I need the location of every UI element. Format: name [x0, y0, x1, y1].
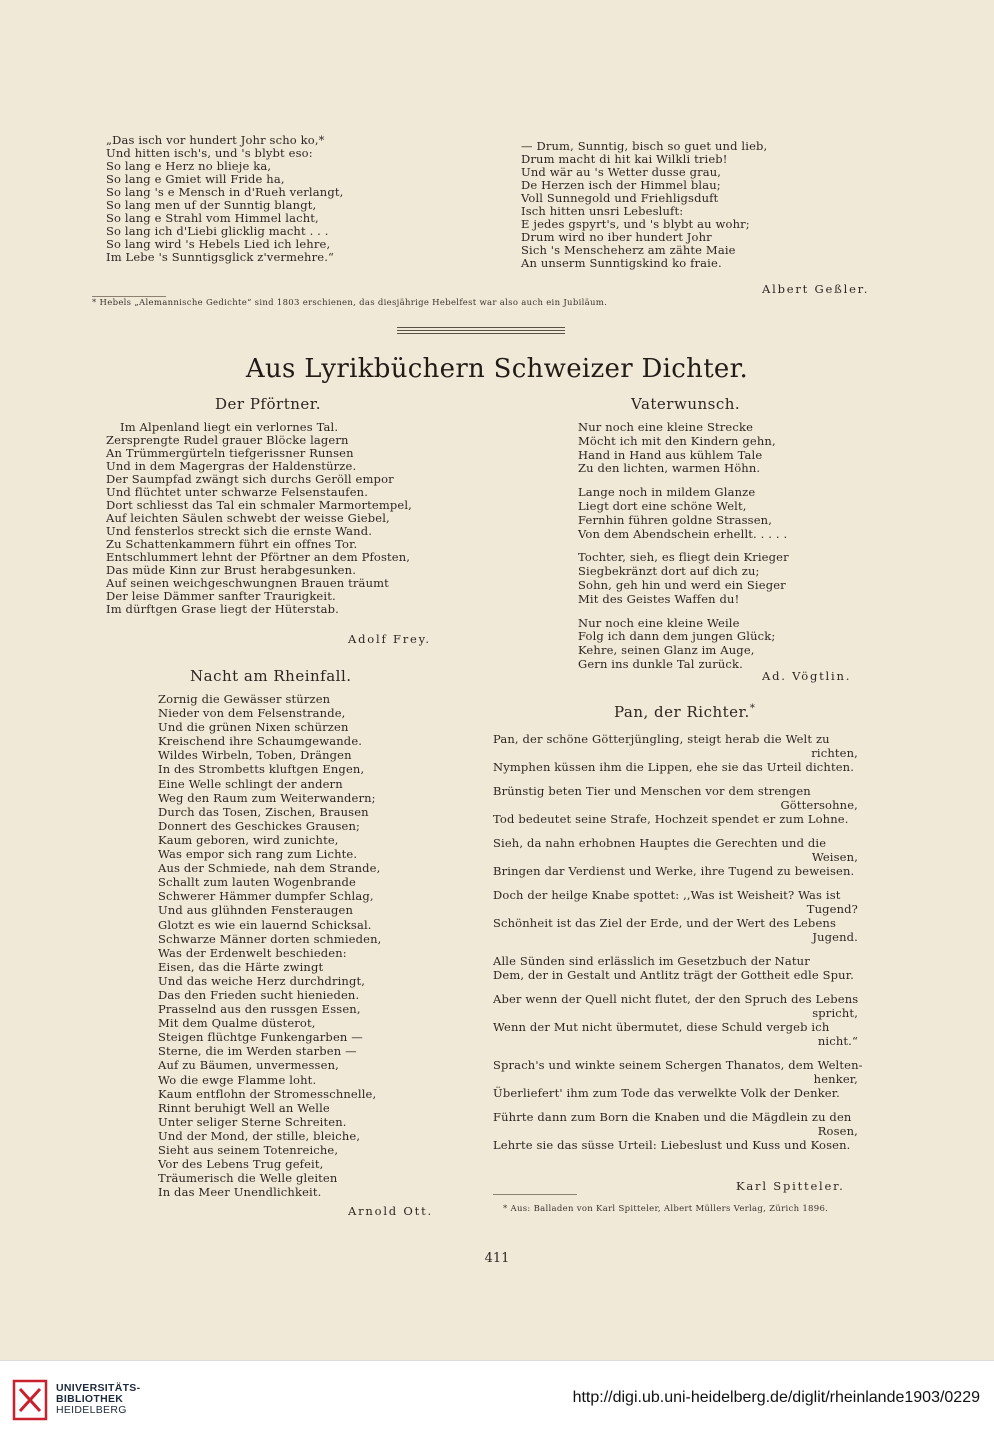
vaterwunsch-line: Hand in Hand aus kühlem Tale [578, 447, 763, 462]
pan-title-mark: * [749, 703, 756, 714]
rheinfall-line: Und das weiche Herz durchdringt, [158, 973, 366, 988]
vaterwunsch-line: Folg ich dann dem jungen Glück; [578, 629, 776, 644]
top-right-line: Isch hitten unsri Lebesluft: [521, 204, 684, 218]
pfoertner-line: Der Saumpfad zwängt sich durchs Geröll empor [106, 472, 394, 486]
top-poem-left [106, 134, 343, 264]
pfoertner-line: Dort schliesst das Tal ein schmaler Marmortempel, [106, 498, 412, 512]
top-left-line: So lang wird 's Hebels Lied ich lehre, [106, 237, 331, 251]
rheinfall-line: Träumerisch die Welle gleiten [158, 1171, 338, 1186]
pfoertner-poem [106, 421, 412, 616]
rheinfall-line: Weg den Raum zum Weiterwandern; [158, 790, 376, 805]
pan-line: Aber wenn der Quell nicht flutet, der den Spruch des Lebens [493, 992, 859, 1006]
pan-line: Tod bedeutet seine Strafe, Hochzeit spendet er zum Lohne. [493, 812, 849, 826]
rheinfall-line: Das den Frieden sucht hienieden. [158, 987, 360, 1002]
library-name [56, 1383, 140, 1416]
pan-line: Wenn der Mut nicht übermutet, diese Schuld vergeb ich [493, 1020, 830, 1034]
rheinfall-poem [158, 692, 381, 1199]
pfoertner-line: Zersprengte Rudel grauer Blöcke lagern [106, 433, 349, 447]
pan-line: Doch der heilge Knabe spottet: ,,Was ist Weisheit? Was ist [493, 888, 841, 902]
top-right-line: E jedes gspyrt's, und 's blybt au wohr; [521, 217, 750, 231]
vaterwunsch-line: Möcht ich mit den Kindern gehn, [578, 433, 776, 448]
pan-line-continuation: Jugend. [812, 930, 858, 944]
top-left-line: So lang men uf der Sunntig blangt, [106, 198, 317, 212]
pfoertner-line: An Trümmergürteln tiefgerissner Runsen [106, 446, 354, 460]
pfoertner-line: Zu Schattenkammern führt ein offnes Tor. [106, 537, 358, 551]
library-logo-icon [12, 1379, 48, 1421]
pan-line: Lehrte sie das süsse Urteil: Liebeslust und Kuss und Kosen. [493, 1138, 851, 1152]
rheinfall-line: Donnert des Geschickes Grausen; [158, 818, 361, 833]
pan-footnote: * Aus: Balladen von Karl Spitteler, Albert Müllers Verlag, Zürich 1896. [503, 1204, 829, 1214]
pan-line: Pan, der schöne Götterjüngling, steigt herab die Welt zu [493, 732, 830, 746]
rheinfall-line: Durch das Tosen, Zischen, Brausen [158, 804, 369, 819]
top-left-line: „Das isch vor hundert Johr scho ko,* [106, 133, 325, 147]
rheinfall-line: Kaum geboren, wird zunichte, [158, 832, 339, 847]
footer-bar [0, 1360, 994, 1437]
pan-title-text: Pan, der Richter. [614, 703, 750, 721]
rheinfall-line: Mit dem Qualme düsterot, [158, 1016, 316, 1031]
top-left-line: So lang e Strahl vom Himmel lacht, [106, 211, 319, 225]
rheinfall-line: Unter seliger Sterne Schreiten. [158, 1114, 347, 1129]
top-left-line: So lang 's e Mensch in d'Rueh verlangt, [106, 185, 344, 199]
library-line3: HEIDELBERG [56, 1404, 127, 1416]
vaterwunsch-line: Nur noch eine kleine Weile [578, 615, 740, 630]
pan-poem [493, 732, 874, 1152]
pfoertner-line: Und fensterlos streckt sich die ernste Wand. [106, 524, 373, 538]
vaterwunsch-line: Kehre, seinen Glanz im Auge, [578, 643, 755, 658]
top-poem-right [521, 140, 767, 270]
rheinfall-title: Nacht am Rheinfall. [190, 667, 352, 685]
rheinfall-line: In das Meer Unendlichkeit. [158, 1185, 322, 1200]
rheinfall-line: Kreischend ihre Schaumgewande. [158, 734, 363, 749]
top-left-line: Und hitten isch's, und 's blybt eso: [106, 146, 313, 160]
pfoertner-line: Und in dem Magergras der Haldenstürze. [106, 459, 357, 473]
rheinfall-line: Eine Welle schlingt der andern [158, 776, 343, 791]
pan-line: Schönheit ist das Ziel der Erde, und der Wert des Lebens [493, 916, 837, 930]
pan-line-continuation: Rosen, [817, 1124, 858, 1138]
pfoertner-title: Der Pförtner. [215, 395, 322, 413]
rheinfall-line: Sieht aus seinem Totenreiche, [158, 1143, 339, 1157]
pfoertner-line: Der leise Dämmer sanfter Traurigkeit. [106, 589, 336, 603]
pan-line: Sieh, da nahn erhobnen Hauptes die Gerechten und die [493, 836, 827, 850]
pan-footnote-rule [493, 1194, 577, 1195]
top-left-line: So lang e Gmiet will Fride ha, [106, 172, 285, 186]
rheinfall-line: Sterne, die im Werden starben — [158, 1044, 357, 1059]
rheinfall-line: Auf zu Bäumen, unvermessen, [158, 1058, 339, 1073]
pan-line-continuation: henker, [813, 1072, 858, 1086]
vaterwunsch-line: Sohn, geh hin und werd ein Sieger [578, 577, 786, 592]
top-right-line: — Drum, Sunntig, bisch so guet und lieb, [521, 139, 768, 153]
vaterwunsch-line: Von dem Abendschein erhellt. . . . . [578, 526, 788, 541]
vaterwunsch-line: Fernhin führen goldne Strassen, [578, 512, 773, 527]
pan-author: Karl Spitteler. [736, 1179, 845, 1193]
pan-line: Führte dann zum Born die Knaben und die Mägdlein zu den [493, 1110, 852, 1124]
pan-line-continuation: Weisen, [811, 850, 858, 864]
top-right-line: Drum wird no iber hundert Johr [521, 230, 712, 244]
rheinfall-line: Und der Mond, der stille, bleiche, [158, 1128, 361, 1143]
rheinfall-line: Und die grünen Nixen schürzen [158, 720, 349, 735]
rheinfall-line: Vor des Lebens Trug gefeit, [158, 1157, 324, 1172]
pan-title [614, 703, 755, 721]
top-right-line: De Herzen isch der Himmel blau; [521, 178, 721, 192]
top-poem-author: Albert Geßler. [762, 282, 870, 296]
pfoertner-line: Das müde Kinn zur Brust herabgesunken. [106, 563, 357, 577]
pfoertner-line: Im dürftgen Grase liegt der Hüterstab. [106, 602, 339, 616]
top-right-line: Sich 's Menscheherz am zähte Maie [521, 243, 736, 257]
rheinfall-line: Schwarze Männer dorten schmieden, [158, 931, 382, 946]
rheinfall-line: Eisen, das die Härte zwingt [158, 959, 324, 974]
pan-line: Bringen dar Verdienst und Werke, ihre Tugend zu beweisen. [493, 864, 855, 878]
rheinfall-line: Glotzt es wie ein lauernd Schicksal. [158, 917, 372, 932]
rheinfall-line: Was empor sich rang zum Lichte. [158, 847, 358, 862]
vaterwunsch-line: Nur noch eine kleine Strecke [578, 420, 754, 434]
pfoertner-line: Im Alpenland liegt ein verlornes Tal. [120, 420, 339, 434]
top-right-line: Drum macht di hit kai Wilkli trieb! [521, 152, 728, 166]
vaterwunsch-title: Vaterwunsch. [631, 395, 741, 413]
top-left-line: So lang e Herz no blieje ka, [106, 159, 272, 173]
vaterwunsch-line: Gern ins dunkle Tal zurück. [578, 656, 743, 671]
pan-line: Nymphen küssen ihm die Lippen, ehe sie das Urteil dichten. [493, 760, 855, 774]
rheinfall-line: Kaum entflohn der Stromesschnelle, [158, 1086, 377, 1101]
pan-line: Alle Sünden sind erlässlich im Gesetzbuch der Natur [493, 954, 810, 968]
pan-line: Brünstig beten Tier und Menschen vor dem strengen [493, 784, 811, 798]
top-footnote: * Hebels „Alemannische Gedichte“ sind 1803 erschienen, das diesjährige Hebelfest war also auch ein Jubiläum. [92, 298, 608, 308]
rheinfall-line: Schallt zum lauten Wogenbrande [158, 875, 356, 890]
top-left-line: Im Lebe 's Sunntigsglick z'vermehre.“ [106, 250, 335, 264]
vaterwunsch-line: Mit des Geistes Waffen du! [578, 591, 740, 606]
page-number: 411 [484, 1251, 510, 1266]
top-right-line: An unserm Sunntigskind ko fraie. [521, 256, 722, 270]
pfoertner-line: Und flüchtet unter schwarze Felsenstaufen. [106, 485, 369, 499]
rheinfall-line: Und aus glühnden Fensteraugen [158, 903, 353, 918]
pan-line-continuation: Göttersohne, [780, 798, 858, 812]
rheinfall-author: Arnold Ott. [348, 1204, 433, 1218]
rheinfall-line: Aus der Schmiede, nah dem Strande, [158, 861, 381, 876]
rheinfall-line: Steigen flüchtge Funkengarben — [158, 1030, 363, 1045]
rheinfall-line: In des Strombetts kluftgen Engen, [158, 762, 365, 777]
pfoertner-line: Auf seinen weichgeschwungnen Brauen träumt [106, 576, 389, 590]
top-left-line: So lang ich d'Liebi glicklig macht . . . [106, 224, 329, 238]
ornament-divider [397, 327, 565, 339]
vaterwunsch-line: Siegbekränzt dort auf dich zu; [578, 564, 760, 579]
vaterwunsch-line: Lange noch in mildem Glanze [578, 485, 756, 500]
vaterwunsch-line: Tochter, sieh, es fliegt dein Krieger [578, 550, 789, 565]
top-right-line: Und wär au 's Wetter dusse grau, [521, 165, 722, 179]
vaterwunsch-line: Zu den lichten, warmen Höhn. [578, 461, 761, 476]
pfoertner-author: Adolf Frey. [348, 632, 431, 646]
rheinfall-line: Prasselnd aus den russgen Essen, [158, 1002, 361, 1017]
rheinfall-line: Schwerer Hämmer dumpfer Schlag, [158, 889, 374, 904]
pan-line-continuation: nicht.“ [817, 1034, 858, 1048]
pfoertner-line: Auf leichten Säulen schwebt der weisse Giebel, [106, 511, 390, 525]
pan-line-continuation: richten, [811, 746, 858, 760]
page-title: Aus Lyrikbüchern Schweizer Dichter. [245, 354, 749, 384]
pan-line: Dem, der in Gestalt und Antlitz trägt der Gottheit edle Spur. [493, 968, 854, 982]
vaterwunsch-poem [578, 421, 789, 672]
top-right-line: Voll Sunnegold und Friehligsduft [521, 191, 719, 205]
footnote-rule [92, 296, 166, 297]
library-line1: UNIVERSITÄTS- [56, 1382, 141, 1394]
rheinfall-line: Was der Erdenwelt beschieden: [158, 945, 347, 960]
pan-line-continuation: Tugend? [806, 902, 858, 916]
rheinfall-line: Nieder von dem Felsenstrande, [158, 706, 346, 721]
library-line2: BIBLIOTHEK [56, 1393, 124, 1405]
rheinfall-line: Wo die ewge Flamme loht. [158, 1072, 317, 1087]
pfoertner-line: Entschlummert lehnt der Pförtner an dem Pfosten, [106, 550, 411, 564]
vaterwunsch-author: Ad. Vögtlin. [762, 669, 852, 683]
pan-line: Sprach's und winkte seinem Schergen Thanatos, dem Welten- [493, 1058, 863, 1072]
vaterwunsch-line: Liegt dort eine schöne Welt, [578, 498, 747, 513]
source-url[interactable]: http://digi.ub.uni-heidelberg.de/diglit/rheinlande1903/0229 [572, 1389, 980, 1406]
rheinfall-line: Wildes Wirbeln, Toben, Drängen [158, 748, 352, 763]
rheinfall-line: Zornig die Gewässer stürzen [158, 692, 331, 706]
pan-line-continuation: spricht, [812, 1006, 858, 1020]
pan-line: Überliefert' ihm zum Tode das verwelkte Volk der Denker. [493, 1086, 840, 1100]
rheinfall-line: Rinnt beruhigt Well an Welle [158, 1100, 330, 1115]
